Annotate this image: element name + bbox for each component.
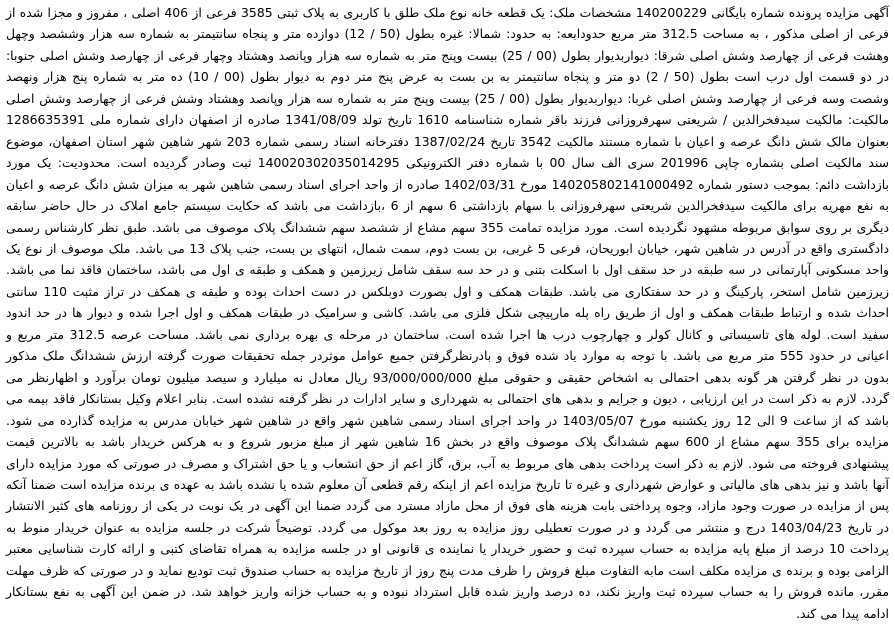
auction-notice-text: آگهی مزایده پرونده شماره بایگانی 140200229 مشخصات ملک: یک قطعه خانه نوع ملک طلق با کاربری به پلاک ثبتی 3585 فرعی از 406 اصلی ، مفروز و مجزا شده از فرعی از اصلی مذکور ، به مساحت 312.5 متر مربع حدودابعه: به حدود: شمالا: غیره بطول (50 / 12) دوازده متر و پنجاه سانتیمتر به شماره سه هزار وششصد وچهل وهشت فرعی از چهارصد وشش اصلی شرقا: دیواربدیوار بطول (00 / 25) بیست وپنج متر به شماره سه هزار وپانصد وهشتاد وچهار فرعی از چهارصد وشش اصلی جنوبا: در دو قسمت اول درب است بطول (50 / 2) دو متر و پنجاه سانتیمتر به بن بست به عرض پنج متر دوم به دیوار بطول (00 / 10) ده متر به شماره پنج هزار ونهصد وشصت وسه فرعی از چهارصد وشش اصلی غربا: دیواربدیوار بطول (00 / 25) بیست وپنج متر به شماره سه هزار وپانصد وهشتاد وشش فرعی از چهارصد وشش اصلی مالکیت: مالکیت سیدفخرالدین / شریعتی سهرفروزانی فرزند باقر شماره شناسنامه 1610 تاریخ تولد 1341/08/09 صادره از اصفهان دارای شماره ملی 1286635391 بعنوان مالک شش دانگ عرصه و اعیان با شماره مستند مالکیت 3542 تاریخ 1387/02/24 دفترخانه اسناد رسمی شماره 203 شهر شاهین شهر استان اصفهان، موضوع سند مالکیت اصلی بشماره چاپی 201996 سری الف سال 00 با شماره دفتر الکترونیکی 140020302035014295 ثبت وصادر گردیده است. محدودیت: یک مورد بازداشت دائم: بموجب دستور شماره 140205802141000492 مورخ 1402/03/31 صادره از واحد اجرای اسناد رسمی شاهین شهر به میزان شش دانگ عرصه و اعیان به نفع مهریه برای مالکیت سیدفخرالدین شریعتی سهرفروزانی با سهام بازداشتی 6 سهم از 6 ،بازداشت می باشد که حکایت سیستم جامع املاک در حال حاضر سابقه دیگری بر روی سوابق مربوطه مشهود نگردیده است. مورد مزایده تمامت 355 سهم مشاع از ششصد سهم ششدانگ پلاک موصوف می باشد. طبق نظر کارشناس رسمی دادگستری واقع در آدرس در شاهین شهر، خیابان ابوریحان، فرعی 5 غربی، بن بست دوم، سمت شمال، انتهای بن بست، جنب پلاک 13 می باشد. ملک موصوف از نوع یک واحد مسکونی آپارتمانی در سه طبقه در حد سقف اول با اسکلت بتنی و در حد سه سقف شامل زیرزمین و همکف و طبقه ی اول می باشد، ساختمان فاقد نما می باشد. زیرزمین شامل استخر، پارکینگ و در حد سفتکاری می باشد. طبقات همکف و اول بصورت دوبلکس در دست احداث بوده و طبقه ی همکف در تراز مثبت 110 سانتی احداث شده و ارتباط طبقات همکف و اول از طریق راه پله مارپیچی شکل فلزی می باشد. کاشی و سرامیک در طبقات همکف و اول اجرا شده و دیوار ها در حد اندود سفید است. لوله های تاسیساتی و کانال کولر و چهارچوب درب ها اجرا شده است. ساختمان در مرحله ی بهره برداری نمی باشد. مساحت عرصه 312.5 متر مربع و اعیانی در حدود 555 متر مربع می باشد. با توجه به موارد یاد شده فوق و بادرنظرگرفتن جمیع عوامل موثردر جمله تحقیقات صورت گرفته ارزش ششدانگ ملک مذکور بدون در نظر گرفتن هر گونه بدهی احتمالی به اشخاص حقیقی و حقوقی مبلغ 93/000/000/000 ریال معادل نه میلیارد و سیصد میلیون تومان برآورد و اظهارنظر می گردد. لازم به ذکر است در این ارزیابی ، دیون و جرایم و بدهی های احتمالی به شهرداری و سایر ادارات در نظر گرفته نشده است. بنابر اعلام وکیل بستانکار فاقد بیمه می باشد که از ساعت 9 الی 12 روز یکشنبه مورخ 1403/05/07 در واحد اجرای اسناد رسمی شاهین شهر واقع در شاهین شهر خیابان مدرس به مزایده گذارده می شود. مزایده برای 355 سهم مشاع از 600 سهم ششدانگ پلاک موصوف واقع در بخش 16 شاهین شهر از مبلغ مزبور شروع و به هرکس خریدار باشد به بالاترین قیمت پیشنهادی فروخته می شود. لازم به ذکر است پرداخت بدهی های مربوط به آب، برق، گاز اعم از حق انشعاب و یا حق اشتراک و مصرف در صورتی که مورد مزایده دارای آنها باشد و نیز بدهی های مالیاتی و عوارض شهرداری و غیره تا تاریخ مزایده اعم از اینکه رقم قطعی آن معلوم شده یا نشده باشد به عهده ی برنده مزایده است ضمنا آنکه پس از مزایده در صورت وجود مازاد، وجوه پرداختی بابت هزینه های فوق از محل مازاد مسترد می گردد ضمنا این آگهی در یک نوبت در یکی از روزنامه های کثیر الانتشار در تاریخ 1403/04/23 درج و منتشر می گردد و در صورت تعطیلی روز مزایده به روز بعد موکول می گردد. توضیحاً شرکت در جلسه مزایده به عنوان خریدار منوط به پرداخت 10 درصد از مبلغ پایه مزایده به حساب سپرده ثبت و حضور خریدار یا نماینده ی قانونی او در جلسه مزایده به همراه تقاضای کتبی و ارائه کارت شناسایی معتبر الزامی بوده و برنده ی مزایده مکلف است مابه التفاوت مبلغ فروش را ظرف مدت پنج روز از تاریخ مزایده به حساب صندوق ثبت تودیع نماید و در صورتی که ظرف مهلت مقرر، مانده فروش را به حساب سپرده ثبت واریز نکند، ده درصد واریز شده قابل استرداد نبوده و به حساب خزانه واریز خواهد شد. در ضمن این آگهی به نفع بستانکار ادامه پیدا می کند. <box>6 5 890 621</box>
